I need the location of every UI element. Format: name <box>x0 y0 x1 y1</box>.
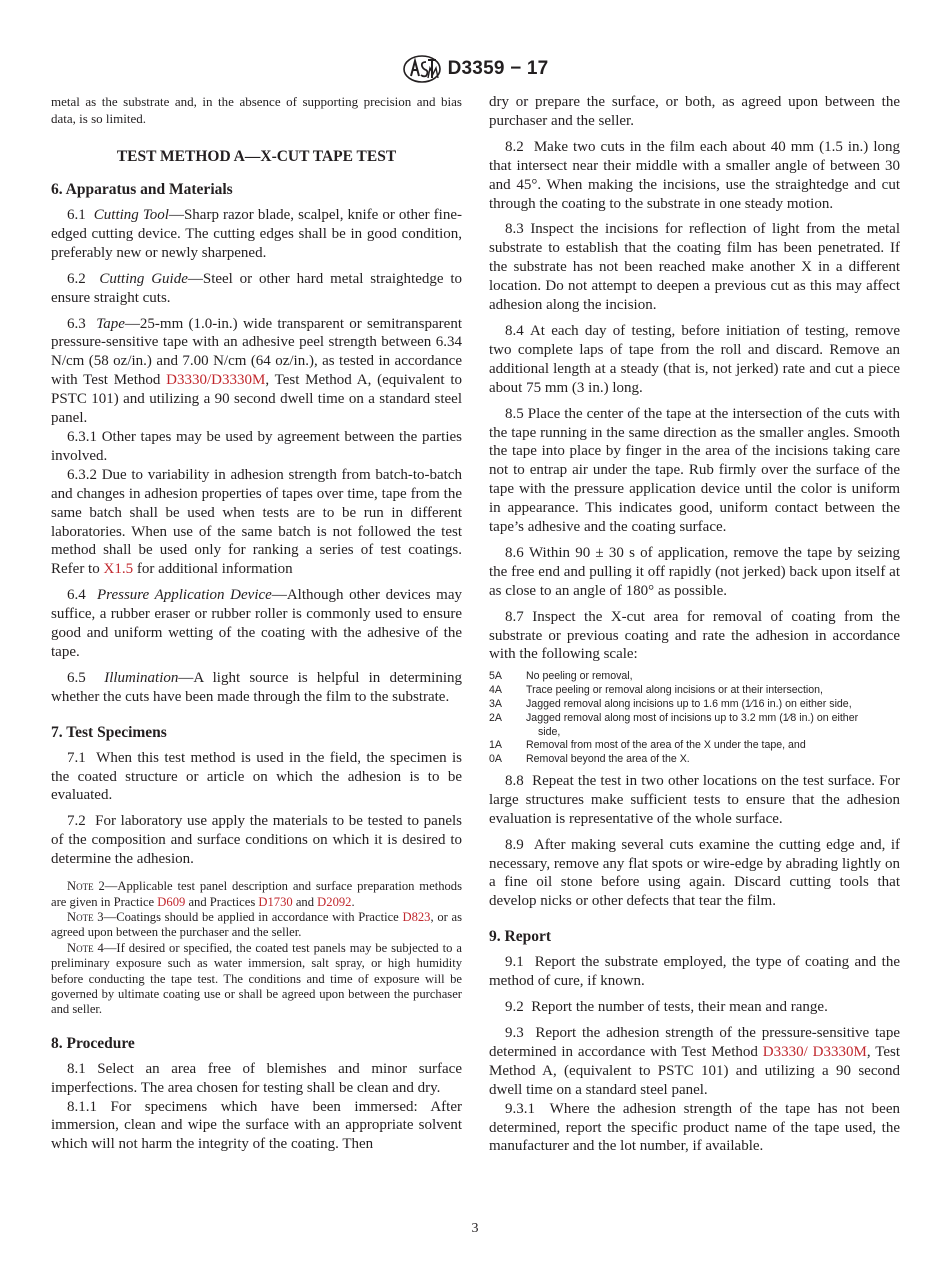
paragraph-6-4: 6.4 Pressure Application Device—Although other devices may suffice, a rubber eraser or rubber roller is commonly used to ensure good and uniform wetting of the coating with the adhesive of the tape. <box>51 587 462 660</box>
paragraph-8-1: 8.1 Select an area free of blemishes and minor surface imperfections. The area chosen for testing shall be clean and dry. <box>51 1060 463 1096</box>
paragraph-8-2: 8.2 Make two cuts in the film each about 40 mm (1.5 in.) long that intersect near their middle with a smaller angle of between 30 and 45°. When making the incisions, use the straightedge and cut through the coating to the substrate in one steady motion. <box>489 138 901 212</box>
paragraph-9-3-1: 9.3.1 Where the adhesion strength of the tape has not been determined, report the specific product name of the tape used, the manufacturer and the lot number, if available. <box>489 1100 900 1155</box>
paragraph-7-1: 7.1 When this test method is used in the field, the specimen is the coated structure or article on which the adhesion is to be evaluated. <box>51 749 462 804</box>
note-4: Note 4—If desired or specified, the coated test panels may be subjected to a preliminary exposure such as water immersion, salt spray, or high humidity before conducting the tape test. The conditions and time of exposure will be governed by ultimate coating use or shall be agreed upon between the purchaser and seller. <box>51 940 462 1017</box>
paragraph-6-2: 6.2 Cutting Guide—Steel or other hard metal straightedge to ensure straight cuts. <box>51 270 462 306</box>
paragraph-6-1: 6.1 Cutting Tool—Sharp razor blade, scalpel, knife or other fine-edged cutting device. The cutting edges shall be in good condition, preferably new or newly sharpened. <box>51 207 463 261</box>
section-6-title: 6. Apparatus and Materials <box>51 181 233 198</box>
adhesion-rating-scale <box>489 670 900 767</box>
section-8-title: 8. Procedure <box>51 1034 135 1052</box>
link-d3330-report[interactable]: D3330/ D3330M <box>762 1043 867 1060</box>
right-column <box>489 93 900 1156</box>
link-d609[interactable]: D609 <box>157 894 186 909</box>
page-header <box>0 54 950 84</box>
link-d1730[interactable]: D1730 <box>258 894 293 909</box>
scale-row-4a: 4A Trace peeling or removal along incisions or at their intersection, <box>489 684 823 697</box>
intro-continuation: metal as the substrate and, in the absence of supporting precision and bias data, is so limited. <box>51 94 462 126</box>
paragraph-8-1-1: 8.1.1 For specimens which have been immersed: After immersion, clean and wipe the surface with an appropriate solvent which will not harm the integrity of the coating. Then <box>51 1098 463 1153</box>
paragraph-9-2: 9.2 Report the number of tests, their mean and range. <box>505 999 828 1016</box>
paragraph-8-7: 8.7 Inspect the X-cut area for removal of coating from the substrate or previous coating and rate the adhesion in accordance with the following scale: <box>489 608 901 663</box>
scale-row-0a: 0A Removal beyond the area of the X. <box>489 753 690 766</box>
link-d823[interactable]: D823 <box>402 909 431 924</box>
astm-logo-icon <box>402 54 442 84</box>
paragraph-6-3-1: 6.3.1 Other tapes may be used by agreement between the parties involved. <box>51 428 462 464</box>
link-d2092[interactable]: D2092 <box>317 894 352 909</box>
left-column <box>51 93 462 1154</box>
paragraph-8-5: 8.5 Place the center of the tape at the intersection of the cuts with the tape running in the same direction as the smaller angles. Smooth the tape into place by finger in the area of the incisions taking care not to entrap air under the tape. Rub firmly over the surface of the tape with the pressure application device until the color is uniform in appearance. This indicates good, uniform contact between the tape’s adhesive and the coating surface. <box>489 405 901 536</box>
paragraph-9-3: 9.3 Report the adhesion strength of the pressure-sensitive tape determined in accordance with Test Method D3330/ D3330M, Test Method A, (equivalent to PSTC 101) and utilizing a 90 second dwell time on a standard steel panel. <box>489 1025 900 1098</box>
document-id: D3359 − 17 <box>447 58 549 79</box>
link-x1-5[interactable]: X1.5 <box>103 561 134 578</box>
paragraph-8-6: 8.6 Within 90 ± 30 s of application, remove the tape by seizing the free end and pulling it off rapidly (not jerked) back upon itself at as close to an angle of 180° as possible. <box>489 544 901 599</box>
paragraph-6-3: 6.3 Tape—25-mm (1.0-in.) wide transparent or semitransparent pressure-sensitive tape with an adhesive peel strength between 6.34 N/cm (58 oz/in.) and 7.00 N/cm (64 oz/in.), as tested in accordance with Test Method D3330/D3330M, Test Method A, (equivalent to PSTC 101) and utilizing a 90 second dwell time on a standard steel panel. <box>51 315 462 427</box>
paragraph-8-8: 8.8 Repeat the test in two other locations on the test surface. For large structures make sufficient tests to ensure that the adhesion evaluation is representative of the whole surface. <box>489 772 901 827</box>
paragraph-9-1: 9.1 Report the substrate employed, the type of coating and the method of cure, if known. <box>489 954 901 990</box>
paragraph-6-3-2: 6.3.2 Due to variability in adhesion strength from batch-to-batch and changes in adhesion properties of tapes over time, tape from the same batch shall be used when tests are to be run in different laboratories. When use of the same batch is not followed the test method shall be used only for ranking a series of test coatings. Refer to X1.5 for additional information <box>51 466 462 578</box>
scale-row-1a: 1A Removal from most of the area of the X under the tape, and <box>489 739 806 752</box>
section-7-title: 7. Test Specimens <box>51 723 167 741</box>
method-title: TEST METHOD A—X-CUT TAPE TEST <box>116 148 397 165</box>
scale-row-5a: 5A No peeling or removal, <box>489 670 633 683</box>
scale-row-3a: 3A Jagged removal along incisions up to 1.6 mm (1⁄16 in.) on either side, <box>489 697 852 710</box>
note-3: Note 3—Coatings should be applied in accordance with Practice D823, or as agreed upon between the purchaser and the seller. <box>51 909 462 940</box>
section-9-title: 9. Report <box>489 928 551 946</box>
paragraph-8-9: 8.9 After making several cuts examine the cutting edge and, if necessary, remove any flat spots or wire-edge by abrading lightly on a fine oil stone before using again. Discard cutting tools that develop nicks or other defects that tear the film. <box>489 836 900 910</box>
page-number: 3 <box>471 1221 479 1236</box>
scale-row-2a: 2A Jagged removal along most of incisions up to 3.2 mm (1⁄8 in.) on either side, <box>489 711 859 738</box>
paragraph-7-2: 7.2 For laboratory use apply the materials to be tested to panels of the composition and surface conditions on which it is desired to determine the adhesion. <box>51 813 462 868</box>
note-2: Note 2—Applicable test panel description and surface preparation methods are given in Practice D609 and Practices D1730 and D2092. <box>51 879 462 909</box>
paragraph-6-5: 6.5 Illumination—A light source is helpful in determining whether the cuts have been made through the film to the substrate. <box>51 669 463 705</box>
paragraph-8-4: 8.4 At each day of testing, before initiation of testing, remove two complete laps of tape from the roll and discard. Remove an additional length at a steady (that is, not jerked) rate and cut a piece about 75 mm (3 in.) long. <box>489 322 900 396</box>
link-d3330[interactable]: D3330/D3330M <box>166 372 266 389</box>
paragraph-8-3: 8.3 Inspect the incisions for reflection of light from the metal substrate to establish that the coating film has been penetrated. If the substrate has not been reached make another X in a different location. Do not attempt to deepen a previous cut as this may affect adhesion along the incision. <box>489 221 901 314</box>
paragraph-8-1-1-continued: dry or prepare the surface, or both, as agreed upon between the purchaser and the seller. <box>489 94 900 129</box>
